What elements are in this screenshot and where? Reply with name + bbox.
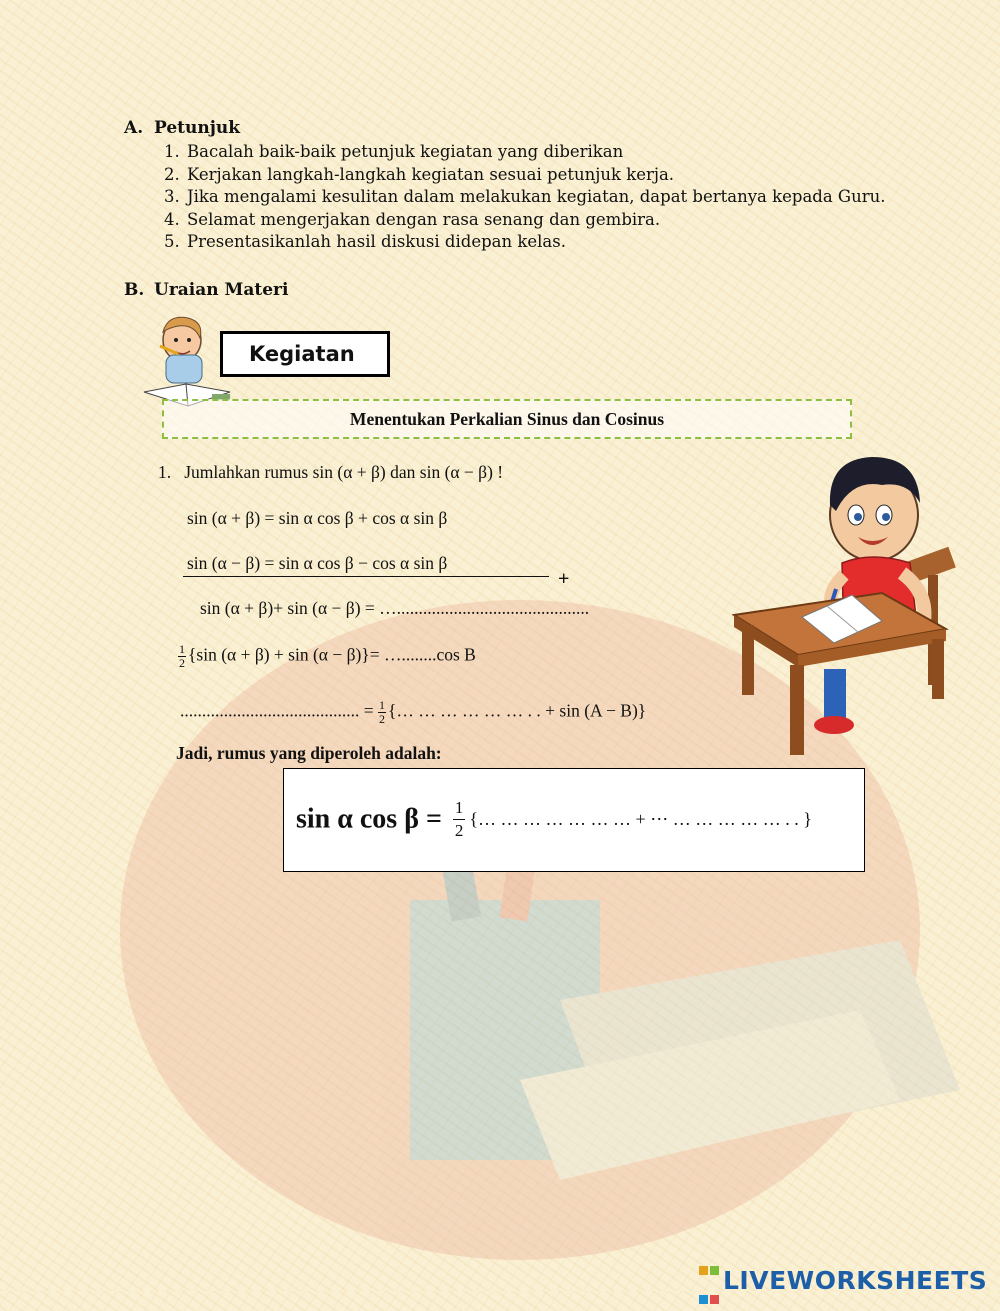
- equation-sin-sum: sin (α + β) = sin α cos β + cos α sin β: [187, 508, 448, 528]
- plus-sign: +: [558, 568, 570, 590]
- logo-icon: [698, 1253, 720, 1311]
- activity-title-box: [162, 399, 852, 439]
- question-text: Jumlahkan rumus: [184, 462, 313, 482]
- fraction-half: $\frac{1}{2}$: [454, 798, 464, 840]
- section-a-heading: [124, 118, 240, 138]
- section-title: Petunjuk: [154, 118, 241, 138]
- list-item: 5. Presentasikanlah hasil diskusi didepan kelas.: [164, 232, 566, 252]
- question-connector: dan: [385, 462, 420, 482]
- formula-lhs: sin α cos β =: [296, 803, 449, 835]
- question-end: !: [492, 462, 504, 482]
- formula-sum: sin (α + β): [312, 462, 386, 482]
- question-1: [158, 462, 503, 483]
- brand-name: LIVEWORKSHEETS: [723, 1266, 988, 1295]
- formula-result-box: [283, 768, 865, 872]
- formula-difference: sin (α − β): [419, 462, 493, 482]
- equation-sum-result: sin (α + β)+ sin (α − β) = …............................................: [200, 598, 590, 618]
- addition-line: [183, 576, 549, 577]
- final-formula: [296, 797, 812, 842]
- question-number: 1.: [158, 462, 172, 482]
- section-letter: B.: [124, 280, 145, 300]
- kegiatan-label-box: [220, 331, 390, 377]
- fraction-half: $\frac{1}{2}$: [379, 698, 385, 726]
- equation-half-sum: [178, 643, 476, 670]
- list-item: 4. Selamat mengerjakan dengan rasa senang dan gembira.: [164, 209, 661, 229]
- equation-sin-difference: sin (α − β) = sin α cos β − cos α sin β: [187, 553, 448, 573]
- section-title: Uraian Materi: [154, 280, 289, 300]
- equation-result-text: {… … … … … … . . + sin (A − B)}: [388, 700, 647, 721]
- section-b-heading: [124, 280, 288, 300]
- answer-blank: ......................................... =: [180, 700, 378, 721]
- equation-half-sum-text: {sin (α + β) + sin (α − β)}= …........cos B: [188, 644, 476, 665]
- instruction-list: [164, 141, 886, 254]
- list-item: 3. Jika mengalami kesulitan dalam melakukan kegiatan, dapat bertanya kepada Guru.: [164, 187, 886, 207]
- kegiatan-label: Kegiatan: [249, 342, 355, 366]
- liveworksheets-logo: [698, 1253, 987, 1311]
- list-item: 1. Bacalah baik-baik petunjuk kegiatan yang diberikan: [164, 142, 624, 161]
- equation-result-line: [180, 699, 646, 726]
- formula-rhs: {… … … … … … … + ⋯ … … … … … . . }: [469, 809, 812, 829]
- section-letter: A.: [124, 118, 144, 138]
- activity-title: Menentukan Perkalian Sinus dan Cosinus: [349, 409, 665, 429]
- fraction-half: $\frac{1}{2}$: [179, 642, 185, 670]
- conclusion-text: Jadi, rumus yang diperoleh adalah:: [176, 743, 442, 763]
- studying-kid-illustration: [138, 310, 234, 410]
- boy-at-desk-illustration: [732, 445, 964, 760]
- list-item: 2. Kerjakan langkah-langkah kegiatan sesuai petunjuk kerja.: [164, 164, 675, 184]
